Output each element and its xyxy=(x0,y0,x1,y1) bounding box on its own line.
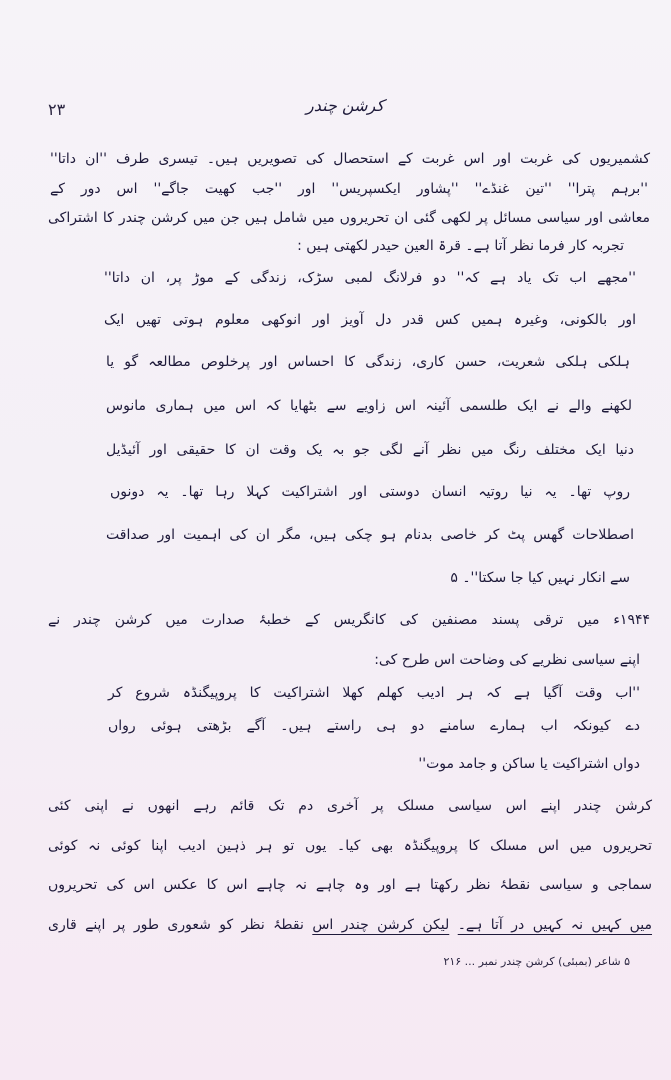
text-line-underlined xyxy=(48,915,652,935)
footnote: ۵ شاعر (بمبئی) کرشن چندر نمبر ... ۲۱۶ xyxy=(443,955,630,968)
text-line: اپنے سیاسی نظریے کی وضاحت اس طرح کی: xyxy=(374,652,640,668)
quote-line: ہلکی ہلکی شعریت، حسن کاری، زندگی کا احساس اور پرخلوص مطالعہ گو یا xyxy=(106,354,630,370)
text-line: معاشی اور سیاسی مسائل پر لکھی گئی ان تحریروں میں شامل ہیں جن میں کرشن چندر کا اشتراکی xyxy=(48,210,650,226)
underlined-phrase: لیکن کرشن چندر اس xyxy=(312,917,450,933)
quote-line: روپ تھا۔ یہ نیا روتیہ انسان دوستی اور اشتراکیت کہلا رہا تھا۔ یہ دونوں xyxy=(110,484,630,500)
text-line: تجربہ کار فرما نظر آتا ہے۔ قرۃ العین حیدر لکھتی ہیں : xyxy=(297,238,624,254)
quote-line: اور بالکونی، وغیرہ ہمیں کس قدر دل آویز اور انوکھی معلوم ہوتی تھیں ایک xyxy=(104,312,636,328)
text-phrase: نقطۂ نظر کو شعوری طور پر اپنے قاری xyxy=(48,917,304,933)
quote-line: دنیا ایک مختلف رنگ میں نظر آنے لگی جو بہ یک وقت ان کا حقیقی اور آئیڈیل xyxy=(106,442,634,458)
text-line: ''برہم پترا'' ''تین غنڈے'' ''پشاور ایکسپریس'' اور ''جب کھیت جاگے'' اس دور کے xyxy=(50,181,648,197)
underlined-phrase: میں کہیں نہ کہیں در آتا ہے۔ xyxy=(457,917,653,933)
quote-line: اصطلاحات گھس پٹ کر خاصی بدنام ہو چکی ہیں، مگر ان کی اہمیت اور صداقت xyxy=(106,527,634,543)
quote-line: دواں اشتراکیت یا ساکن و جامد موت'' xyxy=(418,756,640,772)
text-line: تحریروں میں اس مسلک کا پروپیگنڈہ بھی کیا۔ یوں تو ہر ذہین ادیب اپنا کوئی نہ کوئی xyxy=(48,838,652,854)
text-line: سماجی و سیاسی نقطۂ نظر رکھتا ہے اور وہ چاہے نہ چاہے اس کا عکس اس کی تحریروں xyxy=(48,877,652,893)
text-line: کرشن چندر اپنے اس سیاسی مسلک پر آخری دم تک قائم رہے انھوں نے اپنی کئی xyxy=(48,798,652,814)
quote-line: لکھنے والے نے ایک طلسمی آئینہ اس زاویے سے بٹھایا کہ اس میں ہماری مانوس xyxy=(106,398,632,414)
quote-line: ''مجھے اب تک یاد ہے کہ'' دو فرلانگ لمبی سڑک، زندگی کے موڑ پر، ان داتا'' xyxy=(104,270,636,286)
text-line: ۱۹۴۴ء میں ترقی پسند مصنفین کی کانگریس کے خطبۂ صدارت میں کرشن چندر نے xyxy=(48,612,650,628)
quote-line: ''اب وقت آگیا ہے کہ ہر ادیب کھلم کھلا اشتراکیت کا پروپیگنڈہ شروع کر xyxy=(108,685,640,701)
quote-line: دے کیونکہ اب ہمارے سامنے دو ہی راستے ہیں۔ آگے بڑھتی ہوئی رواں xyxy=(108,718,640,734)
text-line: کشمیریوں کی غربت اور اس غربت کے استحصال کی تصویریں ہیں۔ تیسری طرف ''ان داتا'' xyxy=(50,151,650,167)
page-number: ۲۳ xyxy=(48,100,66,119)
running-title: کرشن چندر xyxy=(306,96,384,115)
quote-line: سے انکار نہیں کیا جا سکتا''۔ ۵ xyxy=(450,570,630,586)
